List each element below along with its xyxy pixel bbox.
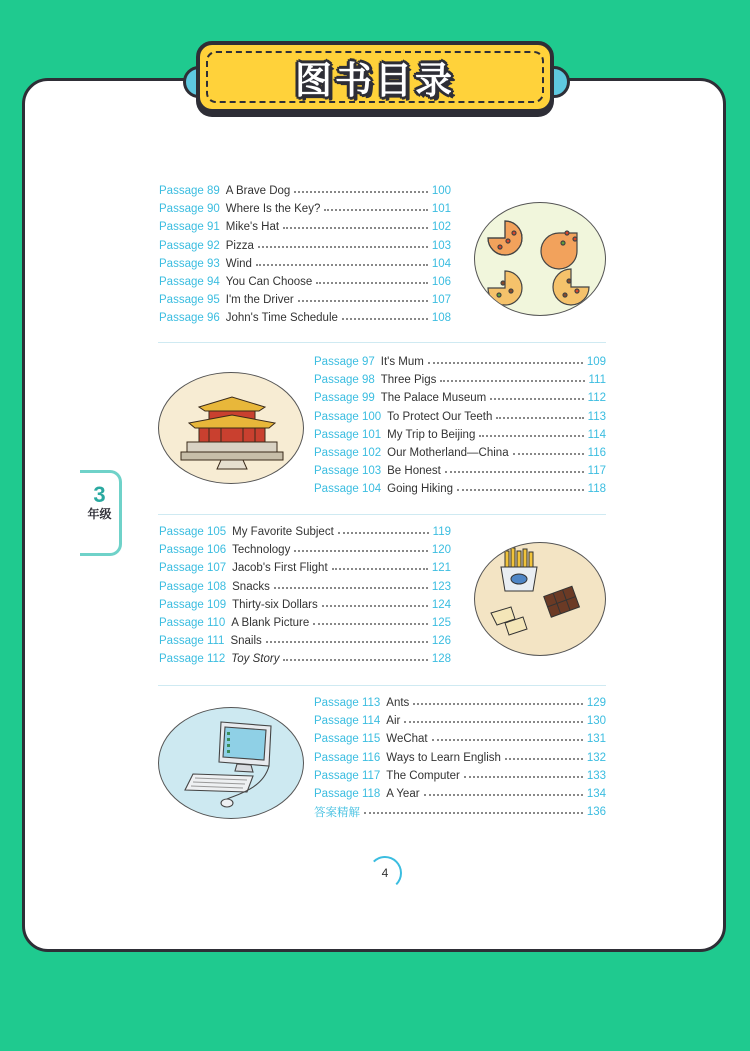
leader-dots <box>324 209 427 211</box>
page-ref: 118 <box>587 483 606 496</box>
page-ref: 125 <box>431 617 451 630</box>
computer-illustration <box>158 707 304 819</box>
page-ref: 102 <box>431 221 451 234</box>
page-ref: 116 <box>587 447 606 460</box>
passage-title: The Computer <box>386 769 460 782</box>
page-ref: 114 <box>587 428 606 441</box>
passage-title: To Protect Our Teeth <box>387 410 493 423</box>
section-divider <box>158 514 606 515</box>
passage-title: You Can Choose <box>225 276 313 289</box>
passage-number: Passage 111 <box>159 635 225 648</box>
passage-title: It's Mum <box>380 356 424 369</box>
page-number: 4 <box>368 856 402 890</box>
passage-title: Be Honest <box>387 465 441 478</box>
passage-number: Passage 110 <box>159 617 226 630</box>
page-ref: 132 <box>586 751 606 764</box>
toc-entry[interactable] <box>159 182 451 200</box>
page-ref: 108 <box>431 312 451 325</box>
passage-title: Technology <box>232 544 291 557</box>
leader-dots <box>490 398 583 400</box>
passage-number: Passage 115 <box>314 733 381 746</box>
grade-number: 3 <box>93 482 106 507</box>
page-ref: 130 <box>586 715 606 728</box>
leader-dots <box>424 794 583 796</box>
page-ref: 109 <box>586 356 606 369</box>
leader-dots <box>274 587 428 589</box>
page-ref: 124 <box>431 598 451 611</box>
leader-dots <box>258 246 428 248</box>
passage-title: John's Time Schedule <box>225 312 338 325</box>
toc-entry[interactable] <box>159 650 451 668</box>
grade-label: 年级 <box>87 507 112 521</box>
passage-title: Jacob's First Flight <box>232 562 328 575</box>
palace-museum-illustration <box>158 372 304 484</box>
pizza-illustration <box>474 202 606 316</box>
passage-number: Passage 107 <box>159 562 227 575</box>
passage-title: A Year <box>386 788 420 801</box>
leader-dots <box>505 758 583 760</box>
passage-number: Passage 109 <box>159 598 227 611</box>
leader-dots <box>404 721 582 723</box>
toc-entry[interactable] <box>159 523 451 541</box>
page-ref: 120 <box>431 544 451 557</box>
passage-number: Passage 90 <box>159 203 220 216</box>
answers-label: 答案精解 <box>314 807 360 820</box>
toc-entry[interactable] <box>314 712 606 730</box>
passage-number: Passage 96 <box>159 312 220 325</box>
leader-dots <box>413 703 583 705</box>
passage-title: My Favorite Subject <box>232 526 334 539</box>
passage-number: Passage 94 <box>159 276 220 289</box>
leader-dots <box>283 659 427 661</box>
passage-title: Mike's Hat <box>225 221 280 234</box>
toc-entry[interactable] <box>159 578 451 596</box>
toc-entry[interactable] <box>314 480 606 498</box>
passage-number: Passage 100 <box>314 410 382 423</box>
passage-number: Passage 105 <box>159 526 227 539</box>
passage-title: The Palace Museum <box>380 392 487 405</box>
leader-dots <box>364 812 583 814</box>
page-ref: 106 <box>431 276 451 289</box>
passage-number: Passage 117 <box>314 769 381 782</box>
section-divider <box>158 685 606 686</box>
leader-dots <box>294 550 427 552</box>
passage-number: Passage 103 <box>314 465 382 478</box>
page-ref: 112 <box>587 392 606 405</box>
leader-dots <box>496 417 583 419</box>
passage-title: Snacks <box>232 580 270 593</box>
leader-dots <box>457 489 584 491</box>
toc-entry[interactable] <box>159 614 451 632</box>
passage-title: I'm the Driver <box>225 294 294 307</box>
leader-dots <box>313 623 428 625</box>
page-ref: 100 <box>431 185 451 198</box>
passage-number: Passage 104 <box>314 483 382 496</box>
passage-number: Passage 89 <box>159 185 220 198</box>
title-banner <box>196 41 554 113</box>
passage-title: Three Pigs <box>380 374 437 387</box>
passage-number: Passage 98 <box>314 374 375 387</box>
passage-number: Passage 99 <box>314 392 375 405</box>
toc-entry[interactable] <box>159 291 451 309</box>
toc-entry[interactable] <box>159 541 451 559</box>
passage-title: My Trip to Beijing <box>387 428 476 441</box>
leader-dots <box>294 191 427 193</box>
toc-entry[interactable] <box>314 389 606 407</box>
passage-number: Passage 93 <box>159 257 220 270</box>
banner-inner-border <box>206 51 544 103</box>
passage-title: Our Motherland—China <box>387 447 509 460</box>
passage-number: Passage 118 <box>314 788 381 801</box>
passage-title: Going Hiking <box>387 483 453 496</box>
page-ref: 103 <box>431 239 451 252</box>
page-ref: 117 <box>587 465 606 478</box>
toc-entry[interactable] <box>314 353 606 371</box>
leader-dots <box>445 471 584 473</box>
toc-entry[interactable] <box>159 200 451 218</box>
leader-dots <box>479 435 583 437</box>
leader-dots <box>513 453 584 455</box>
passage-title: WeChat <box>386 733 428 746</box>
page-ref: 113 <box>587 410 606 423</box>
passage-number: Passage 113 <box>314 697 381 710</box>
page-ref: 133 <box>586 769 606 782</box>
page-ref: 107 <box>431 294 451 307</box>
passage-title: Thirty-six Dollars <box>232 598 318 611</box>
page-ref: 111 <box>588 374 606 387</box>
leader-dots <box>342 318 428 320</box>
toc-section-3 <box>159 523 451 669</box>
leader-dots <box>464 776 583 778</box>
grade-tab[interactable] <box>80 470 122 556</box>
toc-entry[interactable] <box>314 408 606 426</box>
toc-entry[interactable] <box>314 730 606 748</box>
toc-entry[interactable] <box>314 426 606 444</box>
toc-entry[interactable] <box>159 273 451 291</box>
leader-dots <box>428 362 583 364</box>
passage-number: Passage 112 <box>159 653 226 666</box>
page-ref: 123 <box>431 580 451 593</box>
toc-entry[interactable] <box>314 785 606 803</box>
leader-dots <box>440 380 584 382</box>
section-divider <box>158 342 606 343</box>
page-ref: 136 <box>586 806 606 819</box>
leader-dots <box>316 282 428 284</box>
snacks-illustration <box>474 542 606 656</box>
leader-dots <box>266 641 428 643</box>
leader-dots <box>256 264 428 266</box>
toc-entry[interactable] <box>314 767 606 785</box>
passage-number: Passage 106 <box>159 544 227 557</box>
passage-number: Passage 92 <box>159 239 220 252</box>
page-ref: 126 <box>431 635 451 648</box>
passage-title: Ants <box>386 697 410 710</box>
leader-dots <box>332 568 428 570</box>
leader-dots <box>338 532 429 534</box>
toc-entry[interactable] <box>159 632 451 650</box>
passage-number: Passage 97 <box>314 356 375 369</box>
toc-section-2 <box>314 353 606 499</box>
toc-entry[interactable] <box>314 694 606 712</box>
toc-entry[interactable] <box>159 309 451 327</box>
passage-title: Toy Story <box>231 653 280 666</box>
leader-dots <box>298 300 428 302</box>
toc-entry[interactable] <box>159 596 451 614</box>
passage-title: A Blank Picture <box>231 617 310 630</box>
passage-title: Where Is the Key? <box>225 203 321 216</box>
toc-section-4 <box>314 694 606 821</box>
passage-number: Passage 116 <box>314 751 381 764</box>
page-title: 图书目录 <box>295 59 455 102</box>
toc-entry[interactable] <box>314 749 606 767</box>
toc-entry[interactable] <box>159 237 451 255</box>
toc-entry[interactable] <box>159 559 451 577</box>
passage-number: Passage 101 <box>314 428 382 441</box>
passage-number: Passage 108 <box>159 580 227 593</box>
page-ref: 131 <box>586 733 606 746</box>
page-ref: 119 <box>432 526 451 539</box>
passage-title: Ways to Learn English <box>386 751 501 764</box>
passage-number: Passage 91 <box>159 221 220 234</box>
toc-entry[interactable] <box>314 444 606 462</box>
toc-entry[interactable] <box>159 255 451 273</box>
passage-title: Wind <box>225 257 252 270</box>
passage-number: Passage 102 <box>314 447 382 460</box>
page-ref: 129 <box>586 697 606 710</box>
page-ref: 134 <box>586 788 606 801</box>
toc-section-1 <box>159 182 451 328</box>
page-ref: 128 <box>431 653 451 666</box>
leader-dots <box>432 739 583 741</box>
leader-dots <box>322 605 428 607</box>
page-ref: 121 <box>431 562 451 575</box>
toc-entry[interactable] <box>159 218 451 236</box>
passage-title: Air <box>386 715 401 728</box>
leader-dots <box>283 227 428 229</box>
toc-entry-answers[interactable] <box>314 803 606 821</box>
toc-entry[interactable] <box>314 371 606 389</box>
passage-title: A Brave Dog <box>225 185 291 198</box>
toc-entry[interactable] <box>314 462 606 480</box>
passage-title: Snails <box>230 635 262 648</box>
passage-number: Passage 95 <box>159 294 220 307</box>
passage-title: Pizza <box>225 239 254 252</box>
page-ref: 104 <box>431 257 451 270</box>
page-ref: 101 <box>431 203 451 216</box>
passage-number: Passage 114 <box>314 715 381 728</box>
